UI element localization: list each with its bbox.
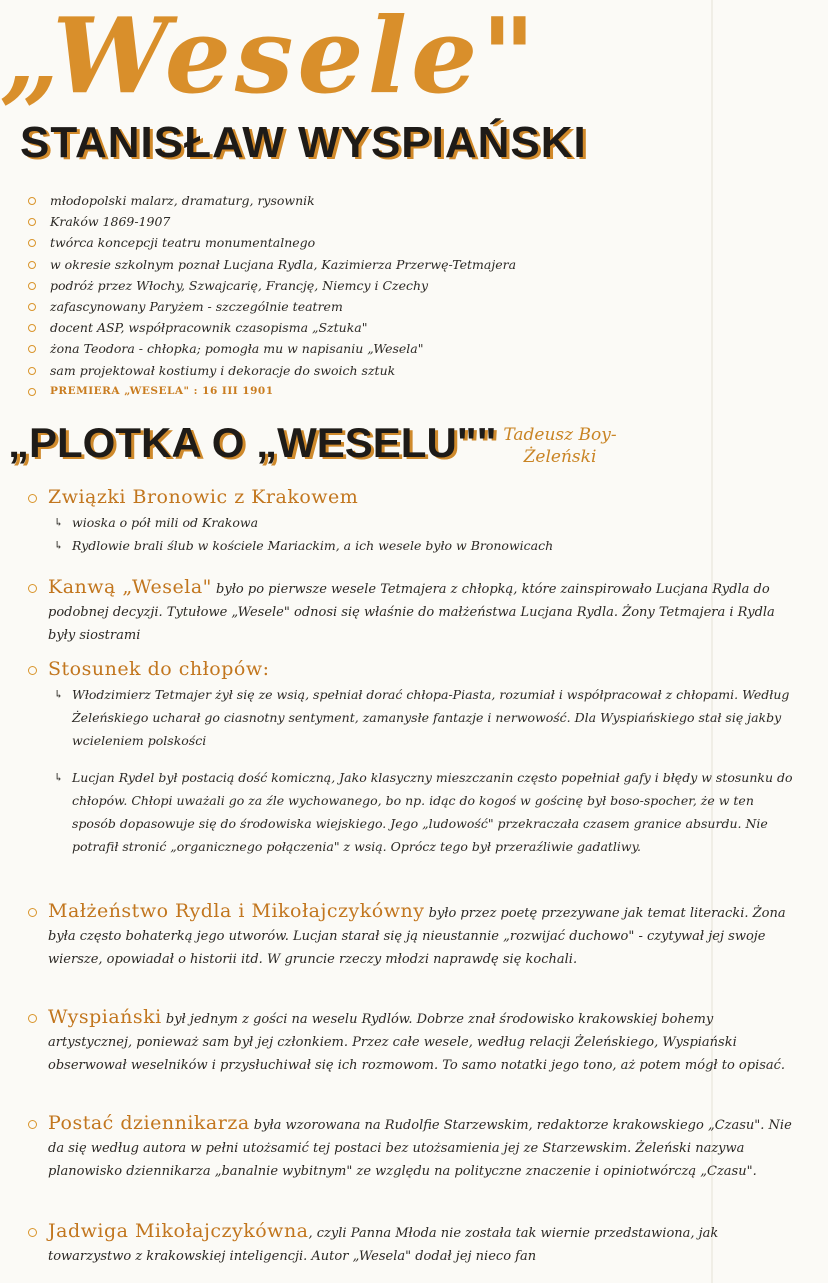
- bio-item: podróż przez Włochy, Szwajcarię, Francję, Niemcy i Czechy: [28, 275, 728, 296]
- bio-item: sam projektował kostiumy i dekoracje do swoich sztuk: [28, 360, 728, 381]
- note-section: Postać dziennikarza była wzorowana na Rudolfie Starzewskim, redaktorze krakowskiego „Czasu". Nie da się według autora w pełni utożsamić tej postaci bez utożsamienia jej ze Starzewskim. Żeleński nazywa planowisko dziennikarza „banalnie wybitnym" ze względu na polityczne znaczenie i opiniotwórczą „Czasu".: [28, 1112, 798, 1183]
- plotka-author: Tadeusz Boy-Żeleński: [503, 425, 617, 467]
- bullet-icon: [28, 1228, 37, 1237]
- bullet-icon: [28, 584, 37, 593]
- section-highlight: Związki Bronowic z Krakowem: [48, 486, 359, 508]
- arrow-icon: ↳: [54, 539, 64, 552]
- bullet-icon: [28, 1120, 37, 1129]
- sub-point: ↳ Włodzimierz Tetmajer żył się ze wsią, spełniał dorać chłopa-Piasta, rozumiał i współpracował z chłopami. Według Żeleńskiego ucharał go ciasnotny sentyment, zamanysłe fantazje i nerwowość. Dla Wyspiańskiego stał się jakby wcieleniem polskości: [28, 683, 798, 752]
- bullet-icon: [28, 666, 37, 675]
- page-title: „Wesele": [0, 0, 540, 117]
- note-section: Wyspiański był jednym z gości na weselu Rydlów. Dobrze znał środowisko krakowskiej bohemy artystycznej, ponieważ sam był jej członkiem. Przez całe wesele, według relacji Żeleńskiego, Wyspiański obserwował weselników i przysłuchiwał się ich rozmowom. To samo notatki jego tono, aż potem mógł to opisać.: [28, 1006, 798, 1077]
- bullet-icon: [28, 367, 36, 375]
- section-highlight: Stosunek do chłopów:: [48, 658, 270, 680]
- bio-item: młodopolski malarz, dramaturg, rysownik: [28, 190, 728, 211]
- section-highlight: Wyspiański: [48, 1006, 162, 1028]
- bullet-icon: [28, 494, 37, 503]
- sub-point: ↳ Lucjan Rydel był postacią dość komiczną, Jako klasyczny mieszczanin często popełniał gafy i błędy w stosunku do chłopów. Chłopi uważali go za źle wychowanego, bo np. idąc do kogoś w gościnę był boso-spocher, że w ten sposób dopasowuje się do środowiska wiejskiego. Jego „ludowość" przekraczała czasem granice absurdu. Nie potrafił stronić „organicznego połączenia" z wsią. Oprócz tego był przeraźliwie gadatliwy.: [28, 766, 798, 858]
- bullet-icon: [28, 388, 36, 396]
- bullet-icon: [28, 282, 36, 290]
- bio-item: w okresie szkolnym poznał Lucjana Rydla, Kazimierza Przerwę-Tetmajera: [28, 254, 728, 275]
- bullet-icon: [28, 197, 36, 205]
- bullet-icon: [28, 239, 36, 247]
- section-heading-plotka: „PLOTKA O „WESELU"": [8, 419, 497, 466]
- author-heading: STANISŁAW WYSPIAŃSKI: [20, 118, 587, 167]
- bio-item: żona Teodora - chłopka; pomogła mu w napisaniu „Wesela": [28, 338, 728, 359]
- note-section: [28, 486, 798, 557]
- bullet-icon: [28, 218, 36, 226]
- note-section: [28, 658, 798, 858]
- bullet-icon: [28, 261, 36, 269]
- bullet-icon: [28, 345, 36, 353]
- arrow-icon: ↳: [54, 771, 64, 784]
- arrow-icon: ↳: [54, 688, 64, 701]
- sub-point: ↳ Rydlowie brali ślub w kościele Mariackim, a ich wesele było w Bronowicach: [28, 534, 798, 557]
- bio-list: [28, 190, 728, 402]
- premiere-item: PREMIERA „WESELA" : 16 III 1901: [28, 381, 728, 402]
- note-section: Kanwą „Wesela" było po pierwsze wesele Tetmajera z chłopką, które zainspirowało Lucjana Rydla do podobnej decyzji. Tytułowe „Wesele" odnosi się właśnie do małżeństwa Lucjana Rydla. Żony Tetmajera i Rydla były siostrami: [28, 576, 798, 647]
- sub-point: ↳ wioska o pół mili od Krakowa: [28, 511, 798, 534]
- section-highlight: Kanwą „Wesela": [48, 576, 212, 598]
- note-section: Małżeństwo Rydla i Mikołajczykówny było przez poetę przezywane jak temat literacki. Żona była często bohaterką jego utworów. Lucjan starał się ją nieustannie „rozwijać duchowo" - czytywał jej swoje wiersze, opowiadał o historii itd. W gruncie rzeczy młodzi naprawdę się kochali.: [28, 900, 798, 971]
- bullet-icon: [28, 303, 36, 311]
- bullet-icon: [28, 324, 36, 332]
- bio-item: zafascynowany Paryżem - szczególnie teatrem: [28, 296, 728, 317]
- section-highlight: Małżeństwo Rydla i Mikołajczykówny: [48, 900, 425, 922]
- section-highlight: Postać dziennikarza: [48, 1112, 250, 1134]
- bullet-icon: [28, 908, 37, 917]
- note-section: Jadwiga Mikołajczykówna, czyli Panna Młoda nie została tak wiernie przedstawiona, jak towarzystwo z krakowskiej inteligencji. Autor „Wesela" dodał jej nieco fan: [28, 1220, 798, 1268]
- bullet-icon: [28, 1014, 37, 1023]
- arrow-icon: ↳: [54, 516, 64, 529]
- bio-item: twórca koncepcji teatru monumentalnego: [28, 232, 728, 253]
- section-highlight: Jadwiga Mikołajczykówna: [48, 1220, 309, 1242]
- bio-item: Kraków 1869-1907: [28, 211, 728, 232]
- bio-item: docent ASP, współpracownik czasopisma „Sztuka": [28, 317, 728, 338]
